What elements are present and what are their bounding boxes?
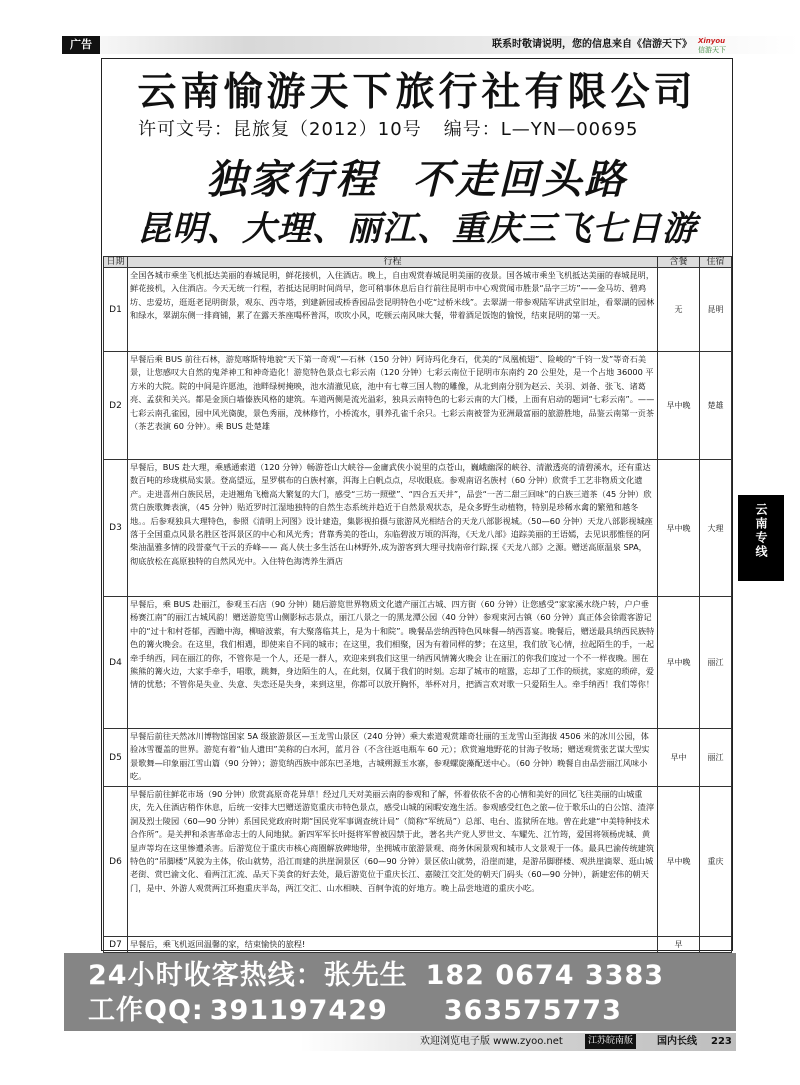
qq-number-1: 391197429: [209, 995, 388, 1026]
itinerary-cell: 早餐后，乘飞机返回温馨的家，结束愉快的旅程!: [128, 937, 658, 953]
slogan-right: 不走回头路: [412, 157, 628, 203]
header-day: 日期: [104, 257, 128, 268]
slogan: [101, 154, 733, 206]
meal-cell: 早中晚: [658, 460, 700, 597]
hotel-cell: 大理: [700, 460, 732, 597]
itinerary-cell: 早餐后前往鲜花市场（90 分钟）欣赏高原奇花异草！经过几天对美丽云南的参观和了解，怀着依依不舍的心情和美好的回忆飞往美丽的山城重庆，先入住酒店稍作休息，后统一安排大巴赠送游览重庆市特色景点，感受山城的闲暇安逸生活。参观感受红色之旅—位于歌乐山的白公馆、渣滓洞及烈士陵园（60—90 分钟）系国民党政府时期“国民党军事调查统计局”（简称“军统局”）总部、电台、监狱所在地。曾在此建“中美特种技术合作所”。是关押和杀害革命志士的人间地狱。新四军军长叶挺将军曾被囚禁于此，著名共产党人罗世文、车耀先、江竹筠，爱国将领杨虎城、黄显声等均在这里惨遭杀害。后游览位于重庆市核心商圈解放碑地带，坐拥城市旅游景观、商务休闲景观和城市人文景观于一体。最具巴渝传统建筑特色的“吊脚楼”风貌为主体，依山就势，沿江而建的洪崖洞景区（60—90 分钟）景区依山就势，沿崖而建，是游吊脚群楼、观洪崖滴翠、逛山城老街、赏巴渝文化、看两江汇流、品天下美食的好去处，最后游览位于重庆长江、嘉陵江交汇处的朝天门码头（60—90 分钟），新建宏伟的朝天门，是中、外游人观赏两江环抱重庆半岛，两江交汇、山水相映、百舸争流的好地方。晚上品尝地道的重庆小吃。: [128, 787, 658, 937]
table-row: [104, 787, 732, 937]
itinerary-cell: 早餐后前往天然冰川博物馆国家 5A 级旅游景区—玉龙雪山景区（240 分钟）乘大索道观赏雄奇壮丽的玉龙雪山至海拔 4506 米的冰川公园，体验冰雪覆盖的世界。游览有着“仙人遗田”美称的白水河，蓝月谷（不含往返电瓶车 60 元）；欣赏遍地野花的甘海子牧场；赠送观赏张艺谋大型实景歌舞—印象丽江雪山篇（90 分钟）；游览纳西族中部东巴圣地，古城朔源玉水寨，参观螺旋藻配送中心。（60 分钟）晚餐自由品尝丽江风味小吃。: [128, 729, 658, 787]
footer-edition: 江苏皖南版: [585, 1034, 636, 1049]
ad-tag: 广告: [62, 36, 100, 54]
hotel-cell: 丽江: [700, 597, 732, 729]
day-cell: D7: [104, 937, 128, 953]
header-notice: 联系时敬请说明，您的信息来自《信游天下》: [492, 39, 692, 50]
table-header-row: [104, 257, 732, 268]
meal-cell: 无: [658, 268, 700, 352]
table-row: [104, 729, 732, 787]
qq-label: 工作QQ:: [88, 995, 204, 1026]
side-tab-label: 云南专线: [754, 503, 768, 559]
hotline-banner: [64, 953, 736, 1031]
hotline-label: 24小时收客热线：: [88, 960, 324, 991]
logo-text-en: Xinyou: [698, 37, 726, 45]
route-title: 昆明、大理、丽江、重庆三飞七日游: [137, 209, 697, 249]
hotel-cell: 重庆: [700, 787, 732, 937]
qq-line: [88, 994, 622, 1028]
itinerary-table: [103, 256, 732, 953]
itinerary-cell: 全国各城市乘坐飞机抵达美丽的春城昆明，鲜花接机，入住酒店。晚上，自由观赏春城昆明美丽的夜景。国各城市乘坐飞机抵达美丽的春城昆明，鲜花接机，入住酒店。今天无统一行程，若抵达昆明时间尚早，您可稍事休息后自行前往昆明市中心观赏闻市胜景“品字三坊”——金马坊、碧鸡坊、忠爱坊，逛逛老昆明街景，观东、西寺塔，到建新园或桥香园品尝昆明特色小吃“过桥米线”。去翠湖一带参观陆军讲武堂旧址，看翠湖的园林和绿水，翠湖东侧一排商铺，累了在露天茶座喝杯普洱，吹吹小风，吃顿云南风味大餐，带着酒足饭饱的愉悦，结束昆明的第一天。: [128, 268, 658, 352]
meal-cell: 早中晚: [658, 787, 700, 937]
qq-number-2: 363575773: [443, 995, 622, 1026]
meal-cell: 早中晚: [658, 352, 700, 460]
top-header: [0, 0, 800, 56]
itinerary-cell: 早餐后乘 BUS 前往石林，游览喀斯特地貌“天下第一奇观”—石林（150 分钟）阿诗玛化身石，优美的“凤凰梳翅”、险峻的“千钧一发”等奇石美景，让您感叹大自然的鬼斧神工和神奇造化！游览特色景点七彩云南（120 分钟）七彩云南位于昆明市东南约 20 公里处，是一个占地 36000 平方米的大院。院的中间是许愿池，池畔绿树掩映，池水清澈见底，池中有七尊三国人物的雕像，从北到南分别为赵云、关羽、刘备、张飞、诸葛亮、孟获和关兴。都是金顶白墙傣族风格的建筑。车道两侧是流光溢彩，独具云南特色的七彩云南的大门楼，上面有启动的题词“七彩云南”。——七彩云南孔雀园，园中风光旖旎，景色秀丽，茂林修竹，小桥流水，驯养孔雀千余只。七彩云南被誉为亚洲最富丽的旅游胜地，品鉴云南第一贡茶（茶艺表演 60 分钟）。乘 BUS 赴楚雄: [128, 352, 658, 460]
header-hotel: 住宿: [700, 257, 732, 268]
meal-cell: 早中晚: [658, 597, 700, 729]
hotline-contact: 张先生: [323, 960, 408, 991]
day-cell: D2: [104, 352, 128, 460]
day-cell: D6: [104, 787, 128, 937]
hotel-cell: 楚雄: [700, 352, 732, 460]
hotel-cell: 昆明: [700, 268, 732, 352]
itinerary-cell: 早餐后，乘 BUS 赴丽江，参观玉石店（90 分钟）随后游览世界物质文化遗产丽江古城、四方街（60 分钟）让您感受“家家溪水绕户转，户户垂杨赛江南”的丽江古城风韵！赠送游览雪山侧影标志景点，丽江八景之一的黑龙潭公园（40 分钟）参观束河古镇（60 分钟）真正体会徐霞客游记中的“过十和村苍郁，西瞻中海，柳暗波萦，有大聚落临其上，是为十和院”。晚餐品尝纳西特色风味餐—纳西喜宴。晚餐后，赠送最具纳西民族特色的篝火晚会。在这里，我们相遇，即使来自不同的城市；在这里，我们相聚，因为有着同样的梦；在这里，我们放飞心情，拉起陌生的手，一起牵手纳西，同在丽江的你，不管你是一个人，还是一群人，欢迎来到我们这里一纳西风情篝火晚会 让在丽江的你我们度过一个不一样夜晚。围在熊熊的篝火边，大家手牵手，唱歌，跳舞，身边陌生的人，在此刻，仅属于我们的时刻。忘却了城市的喧嚣，忘却了工作的烦扰，家庭的琐碎，爱情的忧愁；不管你是失业、失意、失恋还是失身，来到这里，你都可以放开胸怀，举杯对月，把酒言欢对歌一只爱陌生人。牵手纳西！我们等你！: [128, 597, 658, 729]
itinerary-cell: 早餐后，BUS 赴大理，乘感通索道（120 分钟）畅游苍山大峡谷—金庸武侠小说里的点苍山，巍峨幽深的峡谷、清澈透亮的清碧溪水，还有重达数百吨的珍珑棋局实景。登高望远，星罗棋布的白族村寨，洱海上白帆点点，尽收眼底。参观南诏名族村（60 分钟）欣赏手工艺非物质文化遗产。走进喜州白族民居，走进翘角飞檐高大繁复的大门，感受“三坊一照壁”、“四合五天井”，品尝“一苦二甜三回味”的白族三道茶（45 分钟）欣赏白族歌舞表演，（45 分钟）贴近罗时江湿地独特的自然生态系统并趋近于自然景观状态，是众多野生动植物，特别是珍稀水禽的繁殖和越冬地。。后参观独具大理特色，参照《清明上河图》设计建造，集影视拍摄与旅游风光相结合的天龙八部影视城。（50—60 分钟）天龙八部影视城座落于全国重点风景名胜区苍洱景区的中心和风光秀；背靠秀美的苍山，东临碧波万顷的洱海，《天龙八部》追踪美丽的王语嫣，去见识那惟怪的阿柴油温雅多情的段誉豪气干云的乔峰—— 高人侠士多生活在山林野外,成为游客到大理寻找南帝行踪,探《天龙八部》之源。赠送高原温泉 SPA，彻底放松在高原独特的自然风光中。入住特色海湾养生酒店: [128, 460, 658, 597]
table-row: [104, 268, 732, 352]
footer-section: 国内长线: [657, 1036, 697, 1047]
license-number: 许可文号：昆旅复（2012）10号: [138, 119, 422, 140]
hotel-cell: 丽江: [700, 729, 732, 787]
hotline-phone: 182 0674 3383: [425, 960, 665, 991]
day-cell: D5: [104, 729, 128, 787]
hotel-cell: [700, 937, 732, 953]
header-itinerary: 行程: [128, 257, 658, 268]
day-cell: D3: [104, 460, 128, 597]
page-number: 223: [711, 1036, 732, 1047]
meal-cell: 早中: [658, 729, 700, 787]
header-meal: 含餐: [658, 257, 700, 268]
footer-website: 欢迎浏览电子版 www.zyoo.net: [420, 1036, 563, 1047]
logo-text-cn: 信游天下: [698, 46, 726, 54]
publication-logo: [698, 37, 738, 53]
table-row: [104, 937, 732, 953]
day-cell: D1: [104, 268, 128, 352]
company-name: 云南愉游天下旅行社有限公司: [137, 70, 697, 115]
slogan-left: 独家行程: [206, 157, 379, 203]
table-row: [104, 460, 732, 597]
registration-code: 编号：L—YN—00695: [443, 119, 639, 140]
table-row: [104, 352, 732, 460]
hotline-line: [88, 959, 664, 993]
license-line: [138, 119, 638, 141]
meal-cell: 早: [658, 937, 700, 953]
table-row: [104, 597, 732, 729]
section-side-tab: [738, 495, 784, 581]
day-cell: D4: [104, 597, 128, 729]
